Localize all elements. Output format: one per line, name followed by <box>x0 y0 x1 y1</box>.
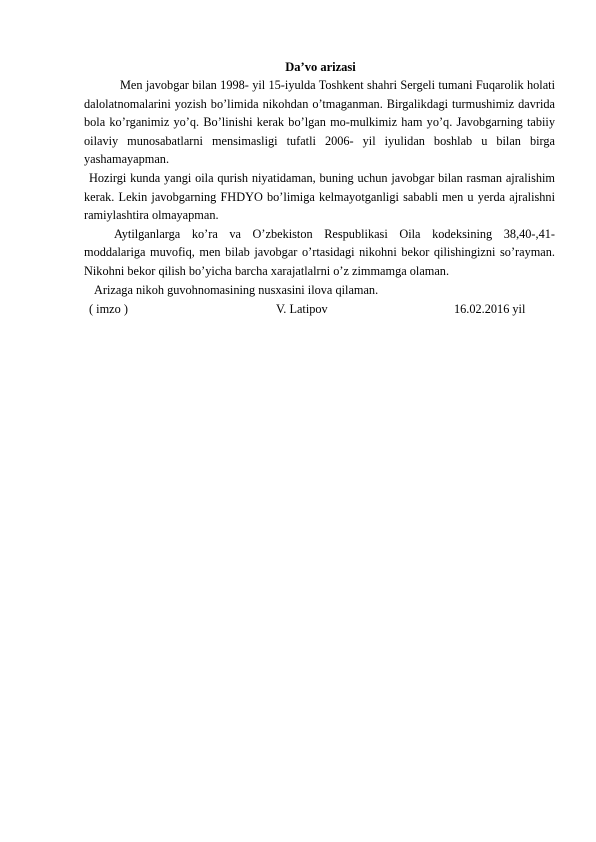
document-title: Da’vo arizasi <box>285 60 356 74</box>
application-date: 16.02.2016 yil <box>454 302 526 317</box>
paragraph-request: Aytilganlarga ko’ra va O’zbekiston Respublikasi Oila kodeksining 38,40-,41-moddalariga muvofiq, men bilab javobgar o’rtasidagi nikohni bekor qilishingizni so’rayman. Nikohni bekor qilish bo’yicha barcha xarajatlalrni o’z zimmamga olaman. <box>84 226 555 278</box>
signature-line <box>84 300 555 320</box>
signature-placeholder: ( imzo ) <box>89 302 128 317</box>
applicant-name: V. Latipov <box>276 302 328 317</box>
paragraph-marriage-history: Men javobgar bilan 1998- yil 15-iyulda Toshkent shahri Sergeli tumani Fuqarolik holati dalolatnomalarini yozish bo’limida nikohdan o’tmaganman. Birgalikdagi turmushimiz davrida bola ko’rganimiz yo’q. Bo’linishi kerak bo’lgan mo-mulkimiz ham yo’q. Javobgarning tabiiy oilaviy munosabatlarni mensimasligi tufatli 2006- yil iyulidan boshlab u bilan birga yashamayapman. <box>84 78 555 167</box>
document-body <box>84 58 555 320</box>
paragraph-reason: Hozirgi kunda yangi oila qurish niyatidaman, buning uchun javobgar bilan rasman ajralishim kerak. Lekin javobgarning FHDYO bo’limiga kelmayotganligi sababli men u yerda ajralishni ramiylashtira olmayapman. <box>84 170 555 223</box>
paragraph-attachment: Arizaga nikoh guvohnomasining nusxasini ilova qilaman. <box>94 282 379 297</box>
